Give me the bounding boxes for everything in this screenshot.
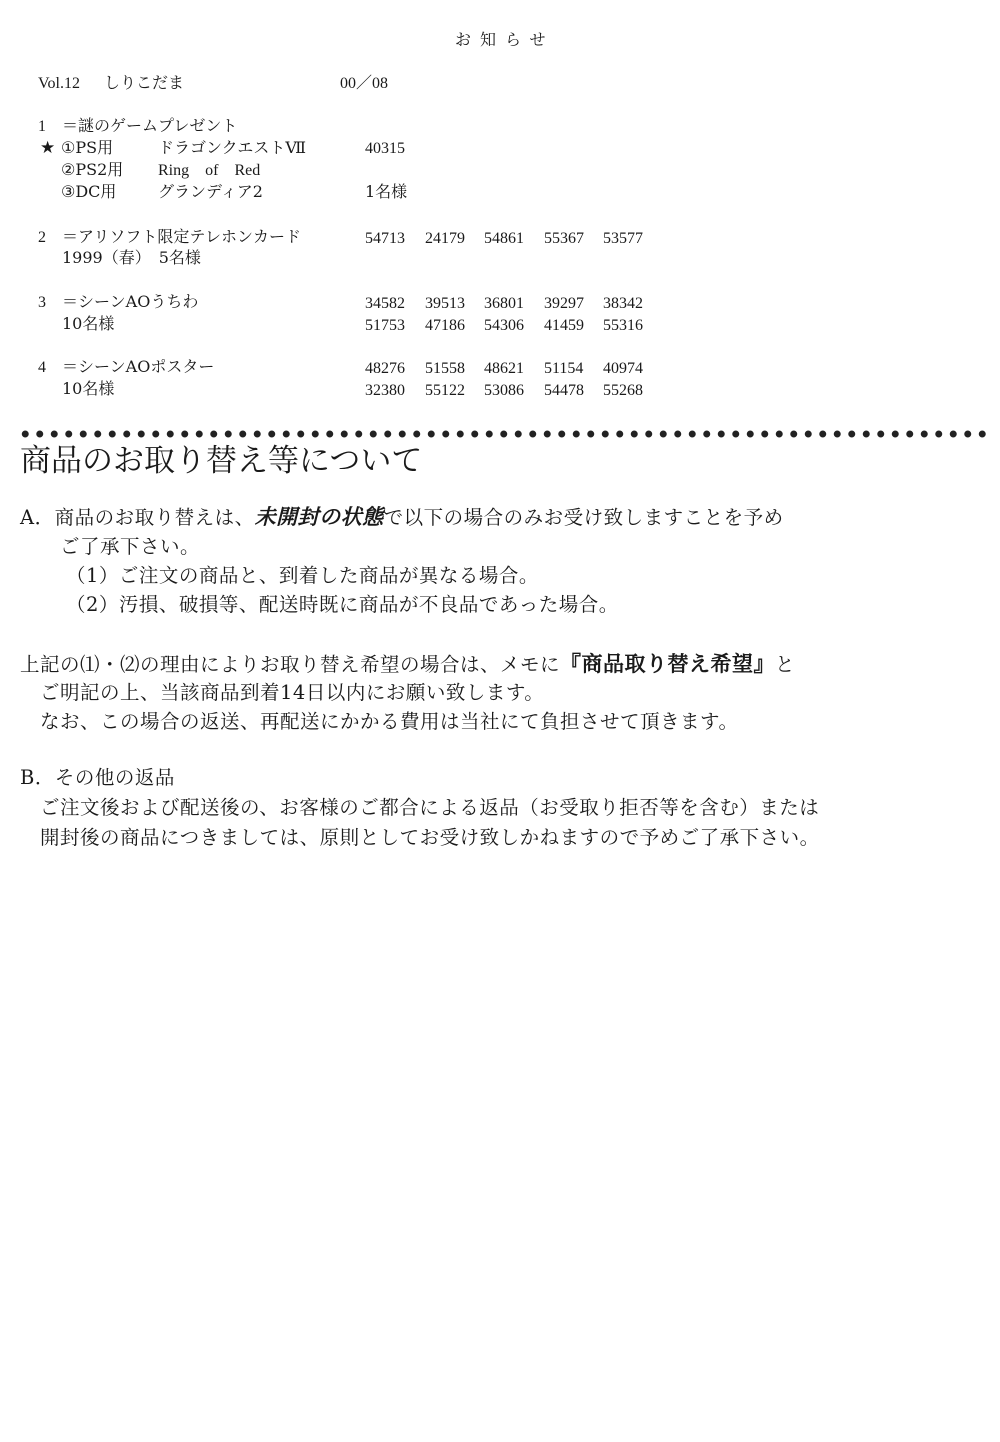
policy-b-title: B．その他の返品 bbox=[20, 766, 175, 789]
winner-number: 34582 bbox=[365, 295, 405, 312]
winner-number: 54713 bbox=[365, 230, 405, 247]
policy-note-emphasis: 『商品取り替え希望』 bbox=[560, 651, 776, 676]
prize-title: ＝アリソフト限定テレホンカード bbox=[62, 227, 302, 246]
page-header: お知らせ bbox=[455, 30, 555, 49]
policy-case-1: （1）ご注文の商品と、到着した商品が異なる場合。 bbox=[66, 564, 539, 587]
dotted-divider bbox=[18, 428, 988, 440]
prize-subtitle: 10名様 bbox=[62, 379, 115, 398]
policy-note-suffix: と bbox=[775, 653, 796, 676]
prize-item-platform: ③DC用 bbox=[61, 182, 117, 201]
prize-item-platform: ①PS用 bbox=[61, 138, 114, 157]
winner-number: 54306 bbox=[484, 317, 524, 334]
prize-number: 3 bbox=[38, 294, 46, 311]
prize-number: 4 bbox=[38, 359, 46, 376]
winner-number: 41459 bbox=[544, 317, 584, 334]
policy-a-emphasis: 未開封の状態 bbox=[254, 504, 384, 529]
winner-number: 51558 bbox=[425, 360, 465, 377]
winner-number: 51154 bbox=[544, 360, 584, 377]
policy-a-line2: ご了承下さい。 bbox=[60, 535, 201, 558]
policy-b-line1: ご注文後および配送後の、お客様のご都合による返品（お受取り拒否等を含む）または bbox=[40, 796, 820, 819]
volume-label: Vol.12 bbox=[38, 75, 80, 92]
winner-number: 40974 bbox=[603, 360, 643, 377]
prize-item-game: グランディア2 bbox=[158, 182, 263, 201]
winner-number: 38342 bbox=[603, 295, 643, 312]
prize-title: ＝シーンAOうちわ bbox=[62, 292, 199, 311]
policy-note-line1 bbox=[20, 653, 795, 675]
prize-number: 1 bbox=[38, 118, 46, 135]
issue-date: 00／08 bbox=[340, 75, 389, 92]
policy-a-suffix: で以下の場合のみお受け致しますことを予め bbox=[383, 506, 784, 529]
policy-a-line1 bbox=[20, 506, 784, 528]
section-heading: 商品のお取り替え等について bbox=[20, 443, 423, 479]
star-icon: ★ bbox=[40, 138, 56, 158]
policy-note-prefix: 上記の⑴・⑵の理由によりお取り替え希望の場合は、メモに bbox=[20, 653, 561, 676]
winner-number: 55122 bbox=[425, 382, 465, 399]
winner-number: 39513 bbox=[425, 295, 465, 312]
winner-number: 51753 bbox=[365, 317, 405, 334]
winner-number: 53086 bbox=[484, 382, 524, 399]
policy-a-prefix: A．商品のお取り替えは、 bbox=[20, 506, 255, 529]
winner-number: 55367 bbox=[544, 230, 584, 247]
volume-name: しりこだま bbox=[104, 73, 185, 92]
prize-subtitle: 1999（春） 5名様 bbox=[62, 248, 201, 267]
winner-number: 47186 bbox=[425, 317, 465, 334]
policy-b-line2: 開封後の商品につきましては、原則としてお受け致しかねますので予めご了承下さい。 bbox=[40, 826, 820, 849]
prize-number: 2 bbox=[38, 229, 46, 246]
winner-number: 32380 bbox=[365, 382, 405, 399]
winner-number: 36801 bbox=[484, 295, 524, 312]
policy-note-line2: ご明記の上、当該商品到着14日以内にお願い致します。 bbox=[40, 681, 545, 704]
prize-subtitle: 10名様 bbox=[62, 314, 115, 333]
winner-number: 39297 bbox=[544, 295, 584, 312]
winner-number: 55316 bbox=[603, 317, 643, 334]
winner-number: 54861 bbox=[484, 230, 524, 247]
winner-count: 1名様 bbox=[365, 182, 408, 201]
policy-case-2: （2）汚損、破損等、配送時既に商品が不良品であった場合。 bbox=[66, 593, 619, 616]
prize-title: ＝謎のゲームプレゼント bbox=[62, 116, 238, 135]
winner-number: 24179 bbox=[425, 230, 465, 247]
winner-number: 48621 bbox=[484, 360, 524, 377]
prize-item-game: Ring of Red bbox=[158, 162, 261, 179]
winner-number: 53577 bbox=[603, 230, 643, 247]
winner-number: 55268 bbox=[603, 382, 643, 399]
winner-number: 40315 bbox=[365, 140, 405, 157]
winner-number: 48276 bbox=[365, 360, 405, 377]
winner-number: 54478 bbox=[544, 382, 584, 399]
policy-note-line3: なお、この場合の返送、再配送にかかる費用は当社にて負担させて頂きます。 bbox=[40, 710, 739, 733]
prize-item-platform: ②PS2用 bbox=[61, 160, 124, 179]
prize-title: ＝シーンAOポスター bbox=[62, 357, 215, 376]
prize-item-game: ドラゴンクエストⅦ bbox=[158, 138, 307, 157]
